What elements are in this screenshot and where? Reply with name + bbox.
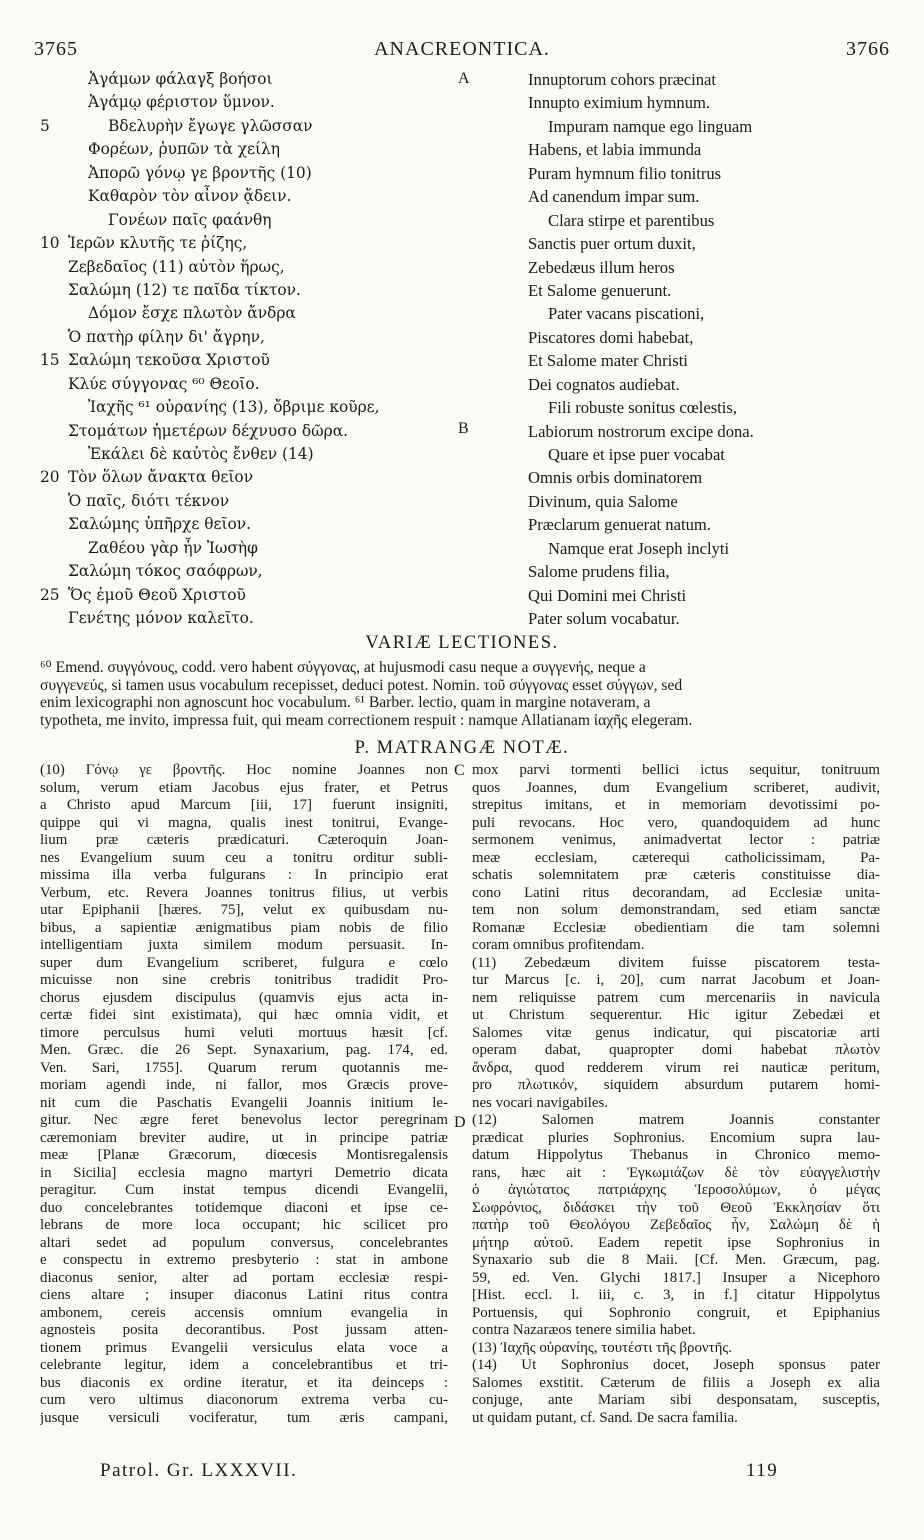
greek-verse-line [40, 513, 460, 536]
latin-verse-line [528, 537, 888, 560]
notes-right-column [472, 762, 880, 1427]
note-text-line: nes vocari navigabiles. [472, 1094, 609, 1111]
variant-reading-line: enim lexicographi non agnoscunt hoc vocabulum. ⁶¹ Barber. lectio, quam in margine notaveram, a [40, 694, 651, 712]
greek-verse-text: Ζαθέου γὰρ ἦν Ἰωσὴφ [88, 538, 258, 557]
note-text-line: nes Evangelium suum ceu a tonitru orditur subli- [40, 849, 448, 866]
note-text-line: meæ [Planæ Græcorum, diœcesis Montisregalensis [40, 1147, 448, 1163]
greek-text-column [40, 68, 460, 631]
greek-verse-text: Καθαρὸν τὸν αἶνον ᾄδειν. [88, 187, 292, 206]
page-header [34, 38, 890, 62]
note-text-line: intelligentiam juxta similem modum persuasit. In- [40, 937, 448, 953]
note-text-line: jusque versiculi vociferatur, tum æris campani, [40, 1409, 448, 1426]
greek-verse-text: Κλύε σύγγονας ⁶⁰ Θεοῖο. [68, 374, 260, 393]
margin-letter-c: C [454, 762, 465, 779]
latin-verse-line [528, 373, 888, 396]
variant-reading-line: συγγενεύς, si tamen usus vocabulum recepisset, deduci potest. Nomin. τοῦ σύγγονας esset σύγγων, sed [40, 676, 683, 694]
latin-verse-text: Quare et ipse puer vocabat [548, 445, 725, 464]
greek-verse-line [40, 396, 460, 419]
column-number-left: 3765 [34, 38, 78, 60]
note-text-line: timore perculsus humi veluti mortuus hæsit [cf. [40, 1024, 448, 1041]
note-text-line: Verbum, etc. Revera Joannes tonitrus filius, ut verbis [40, 884, 448, 901]
note-text-line: diaconus senior, alter ad portam ecclesiæ respi- [40, 1269, 448, 1286]
note-text-line: celebrante legitur, idem a concelebrantibus et tri- [40, 1357, 448, 1373]
latin-verse-line [528, 279, 888, 302]
latin-verse-text: Zebedæus illum heros [528, 257, 675, 277]
latin-verse-line [528, 302, 888, 325]
note-text-line: tem non solum demonstrandam, sed etiam sanctæ [472, 902, 880, 918]
note-text-line: puli revocans. Hoc vero, quandoquidem ad hunc [472, 814, 880, 831]
note-text-line: a Christo apud Marcum [iii, 17] fuerunt insigniti, [40, 797, 448, 813]
greek-verse-text: Σαλώμη τόκος σαόφρων, [68, 562, 263, 581]
greek-verse-line [40, 91, 460, 114]
variae-lectiones-heading: VARIÆ LECTIONES. [365, 633, 559, 653]
verse-number: 5 [40, 116, 50, 135]
greek-verse-line [40, 490, 460, 513]
greek-verse-line [40, 232, 460, 255]
note-text-line: schatis solemnitatem præ cæteris constituisse dia- [472, 867, 880, 883]
note-text-line: quippe qui vi magna, qualis inest tonitrui, Evange- [40, 814, 448, 831]
latin-verse-line [528, 490, 888, 513]
latin-verse-text: Pater solum vocabatur. [528, 609, 680, 629]
greek-verse-text: Ἰαχῆς ⁶¹ οὐρανίης (13), ὄβριμε κοῦρε, [88, 398, 380, 417]
note-text-line: bus diaconis ex ordine iteratur, et ita deinceps : [40, 1374, 448, 1391]
greek-verse-line [40, 256, 460, 279]
greek-verse-text: Βδελυρὴν ἔγωγε γλῶσσαν [108, 116, 313, 135]
greek-verse-line [40, 443, 460, 466]
greek-verse-text: Σαλώμη (12) τε παῖδα τίκτον. [68, 280, 301, 299]
note-text-line: conjuge, ante Mariam sibi desponsatam, susceptis, [472, 1392, 880, 1408]
note-text-line: Salomes exstitit. Cæterum de filiis a Joseph ex alia [472, 1374, 880, 1391]
latin-verse-line [528, 232, 888, 255]
note-text-line: (13) Ἰαχῆς οὐρανίης, τουτέστι τῆς βροντῆς. [472, 1339, 733, 1356]
note-text-line: prædicat pluries Sophronius. Encomium supra lau- [472, 1129, 880, 1146]
latin-verse-line [528, 256, 888, 279]
latin-verse-text: Præclarum genuerat natum. [528, 515, 711, 535]
latin-verse-text: Ad canendum impar sum. [528, 187, 700, 207]
latin-verse-text: Habens, et labia immunda [528, 140, 702, 160]
latin-verse-text: Impuram namque ego linguam [548, 116, 753, 136]
greek-verse-text: Ὁ παῖς, διότι τέκνον [68, 491, 230, 510]
greek-verse-line [40, 537, 460, 560]
latin-verse-text: Innupto eximium hymnum. [528, 93, 711, 113]
greek-verse-line [40, 349, 460, 372]
note-text-line: coram omnibus profitendam. [472, 937, 645, 953]
note-text-line: micuisse non sine crebris tonitribus tradidit Pro- [40, 972, 448, 988]
greek-verse-text: Τὸν ὅλων ἄνακτα θεῖον [68, 468, 254, 487]
latin-verse-text: Divinum, quia Salome [528, 491, 678, 511]
greek-verse-line [40, 560, 460, 583]
greek-verse-line [40, 185, 460, 208]
note-text-line: ambonem, cereis accensis omnium evangelia in [40, 1304, 448, 1321]
margin-letter-a: A [458, 70, 470, 87]
latin-verse-text: Fili robuste sonitus cœlestis, [548, 398, 737, 418]
verse-number: 20 [40, 468, 60, 487]
note-text-line: chorus ejusdem discipulus (quamvis ejus acta in- [40, 989, 448, 1006]
latin-verse-text: Sanctis puer ortum duxit, [528, 234, 696, 254]
note-text-line: 59, ed. Ven. Glychi 1817.] Insuper a Nicephoro [472, 1269, 880, 1286]
note-text-line: strepitus imitans, et in memoriam devotissimi po- [472, 797, 880, 813]
latin-verse-text: Innuptorum cohors præcinat [528, 70, 717, 89]
note-text-line: tur Marcus [c. i, 20], cum narrat Jacobum et Joan- [472, 972, 880, 988]
latin-verse-line [528, 466, 888, 489]
notes-heading: P. MATRANGÆ NOTÆ. [354, 738, 570, 758]
note-text-line: πατὴρ τοῦ Θεολόγου Ζεβεδαῖος ἦν, Σαλώμη δὲ ἡ [472, 1217, 880, 1233]
latin-verse-text: Piscatores domi habebat, [528, 327, 694, 347]
variant-reading-line: ⁶⁰ Emend. συγγόνους, codd. vero habent σύγγονας, at hujusmodi casu neque a συγγενής, neque a [40, 659, 646, 676]
latin-verse-line [528, 584, 888, 607]
latin-verse-text: Clara stirpe et parentibus [548, 210, 715, 230]
greek-verse-line [40, 138, 460, 161]
greek-verse-line [40, 466, 460, 489]
note-text-line: sermonem venimus, animadvertat lector : patriæ [472, 832, 880, 848]
greek-verse-line [40, 162, 460, 185]
note-text-line: duo concelebrantes totidemque diaconi et ipse ce- [40, 1199, 448, 1216]
verse-number: 15 [40, 351, 60, 370]
greek-verse-text: Ἀγάμων φάλαγξ βοήσοι [88, 70, 273, 88]
latin-verse-line [528, 396, 888, 419]
latin-verse-line [528, 560, 888, 583]
latin-verse-line [528, 209, 888, 232]
latin-verse-text: Salome prudens filia, [528, 562, 670, 582]
note-text-line: in Sicilia] ecclesia magno martyri Demetrio dicata [40, 1164, 448, 1181]
greek-verse-text: Ὅς ἐμοῦ Θεοῦ Χριστοῦ [68, 585, 246, 604]
note-text-line: nit cum die Paschatis Evangelii Joannis initium le- [40, 1094, 448, 1111]
greek-verse-line [40, 420, 460, 443]
note-text-line: (11) Zebedæum divitem fuisse piscatorem testa- [472, 954, 880, 971]
note-text-line: meæ ecclesiam, cæterequi catholicissimam, Pa- [472, 849, 880, 866]
note-text-line: ὁ ἁγιώτατος πατριάρχης Ἱεροσολύμων, ὁ μέγας [472, 1182, 880, 1198]
verse-number: 10 [40, 234, 60, 253]
latin-verse-text: Dei cognatos audiebat. [528, 374, 680, 394]
greek-verse-line [40, 68, 460, 91]
note-text-line: cono Latini ritus decorandam, ad Ecclesiæ unita- [472, 884, 880, 901]
greek-verse-line [40, 607, 460, 630]
note-text-line: (10) Γόνῳ γε βροντῆς. Hoc nomine Joannes non [40, 762, 448, 778]
latin-verse-line [528, 185, 888, 208]
latin-translation-column [528, 68, 888, 631]
latin-verse-line [528, 162, 888, 185]
note-text-line: cum vero ultimus diaconorum extrema verba cu- [40, 1392, 448, 1408]
greek-verse-line [40, 326, 460, 349]
greek-verse-text: Ἱερῶν κλυτῆς τε ῥίζης, [68, 234, 248, 253]
latin-verse-line [528, 326, 888, 349]
latin-verse-text: Qui Domini mei Christi [528, 585, 687, 605]
note-text-line: lebrans de more loca occupant; hic scilicet pro [40, 1217, 448, 1233]
note-text-line: ut quidam putant, cf. Sand. De sacra familia. [472, 1409, 738, 1426]
note-text-line: Σωφρόνιος, διδάσκει τὴν τοῦ Θεοῦ Ἐκκλησίαν ὅτι [472, 1199, 880, 1216]
latin-verse-line [528, 420, 888, 443]
running-title: ANACREONTICA. [374, 38, 550, 60]
note-text-line: pro πλωτικόν, siquidem absurdum putarem homi- [472, 1077, 880, 1093]
margin-letter-d: D [454, 1114, 466, 1131]
note-text-line: operam dabat, quapropter domi habebat πλωτὸν [472, 1042, 880, 1058]
note-text-line: Ven. Sari, 1755]. Quarum rerum quotannis me- [40, 1059, 448, 1076]
latin-verse-line [528, 115, 888, 138]
note-text-line: mox parvi tormenti bellici ictus sequitur, tonitruum [472, 762, 880, 778]
greek-verse-line [40, 279, 460, 302]
note-text-line: ciens altare ; insuper diaconus Latini ritus contra [40, 1287, 448, 1303]
greek-verse-line [40, 302, 460, 325]
note-text-line: rans, hæc ait : Ἐγκωμιάζων δὲ τὸν εὐαγγελιστὴν [472, 1164, 880, 1181]
latin-verse-text: Et Salome mater Christi [528, 351, 688, 371]
notes-section [40, 762, 890, 1470]
note-text-line: cæremoniam breviter audire, ut in principe patriæ [40, 1129, 448, 1146]
note-text-line: [Hist. eccl. l. iii, c. 3, in f.] citatur Hippolytus [472, 1287, 880, 1303]
greek-verse-text: Στομάτων ἡμετέρων δέχνυσο δῶρα. [68, 421, 348, 440]
latin-verse-line [528, 91, 888, 114]
margin-letter-b: B [458, 420, 469, 437]
note-text-line: altari sedet ad populum conversus, concelebrantes [40, 1234, 448, 1251]
latin-verse-line [528, 349, 888, 372]
latin-verse-line [528, 607, 888, 630]
latin-verse-line [528, 443, 888, 466]
greek-verse-line [40, 209, 460, 232]
latin-verse-line [528, 513, 888, 536]
greek-verse-text: Ἀγάμῳ φέριστον ὕμνον. [88, 93, 275, 112]
note-text-line: certæ fidei sint existimata), qui hæc omnia vidit, et [40, 1007, 448, 1023]
greek-verse-line [40, 584, 460, 607]
greek-verse-line [40, 115, 460, 138]
note-text-line: missima illa verba fulgurans : In principio erat [40, 867, 448, 883]
variant-reading-line: typotheta, me invito, impressa fuit, qui meam correctionem respuit : namque Allatianam ἰαχῆς elegeram. [40, 711, 693, 729]
note-text-line: solum, verum etiam Jacobus ejus frater, et Petrus [40, 779, 448, 796]
greek-verse-text: Φορέων, ῥυπῶν τὰ χείλη [88, 140, 281, 159]
latin-verse-text: Labiorum nostrorum excipe dona. [528, 421, 754, 441]
signature-number: 119 [746, 1460, 779, 1481]
note-text-line: nem reliquisse patrem cum mercenariis in navicula [472, 989, 880, 1006]
note-text-line: Portuensis, qui Sophronio congruit, et Epiphanius [472, 1304, 880, 1321]
verse-number: 25 [40, 585, 60, 604]
note-text-line: tionem primus Evangelii versiculus elata voce a [40, 1339, 448, 1356]
notes-left-column [40, 762, 448, 1427]
note-text-line: (12) Salomen matrem Joannis constanter [472, 1112, 880, 1128]
latin-verse-line [528, 68, 888, 91]
greek-verse-text: Σαλώμης ὑπῆρχε θεῖον. [68, 515, 252, 534]
note-text-line: Salomes vitæ genus indicatur, qui piscatoriæ arti [472, 1024, 880, 1041]
note-text-line: quos Joannes, dum Evangelium scriberet, audivit, [472, 779, 880, 796]
poem-section [40, 68, 880, 634]
note-text-line: Synaxario sub die 8 Maii. [Cf. Men. Græcum, pag. [472, 1252, 880, 1268]
note-text-line: contra Nazaræos tenere similia habet. [472, 1322, 696, 1338]
greek-verse-line [40, 373, 460, 396]
note-text-line: moriam agendi inde, ni fallor, mos Græcis prove- [40, 1077, 448, 1093]
note-text-line: ut Christum sequerentur. Hic igitur Zebedæi et [472, 1007, 880, 1023]
greek-verse-text: Σαλώμη τεκοῦσα Χριστοῦ [68, 351, 270, 370]
note-text-line: bibus, a sapientiæ ænigmatibus piam nobis de filio [40, 919, 448, 936]
note-text-line: agnosteis posita decorantibus. Post jussam atten- [40, 1322, 448, 1338]
greek-verse-text: Ζεβεδαῖος (11) αὐτὸν ἥρως, [68, 257, 285, 276]
greek-verse-text: Δόμον ἔσχε πλωτὸν ἄνδρα [88, 304, 296, 323]
note-text-line: ἄνδρα, quod redderem virum rei nauticæ peritum, [472, 1059, 880, 1076]
latin-verse-text: Puram hymnum filio tonitrus [528, 163, 722, 183]
note-text-line: datum Hippolytus Thebanus in Chronico memo- [472, 1147, 880, 1163]
note-text-line: peragitur. Cum instat tempus dicendi Evangelii, [40, 1182, 448, 1198]
note-text-line: Romanæ Ecclesiæ obedientiam die tam solemni [472, 919, 880, 936]
latin-verse-text: Omnis orbis dominatorem [528, 468, 703, 488]
series-volume-label: Patrol. Gr. LXXXVII. [100, 1460, 298, 1481]
greek-verse-text: Ὁ πατὴρ φίλην δι' ἄγρην, [68, 327, 265, 346]
greek-verse-text: Γονέων παῖς φαάνθη [108, 210, 272, 229]
note-text-line: super dum Evangelium scriberet, fulgura e cœlo [40, 954, 448, 971]
note-text-line: (14) Ut Sophronius docet, Joseph sponsus pater [472, 1357, 880, 1373]
page-footer [40, 1460, 890, 1486]
note-text-line: e conspectu in extremo presbyterio : stat in ambone [40, 1252, 448, 1268]
variae-lectiones-block [40, 659, 890, 729]
note-text-line: gitur. Nec ægre feret benevolus lector peregrinam [40, 1112, 448, 1128]
greek-verse-text: Ἐκάλει δὲ καὐτὸς ἔνθεν (14) [88, 445, 314, 463]
note-text-line: Men. Græc. die 26 Sept. Synaxarium, pag. 174, ed. [40, 1042, 448, 1058]
greek-verse-text: Γενέτης μόνον καλεῖτο. [68, 609, 254, 628]
greek-verse-text: Ἀπορῶ γόνῳ γε βροντῆς (10) [88, 163, 312, 182]
latin-verse-text: Et Salome genuerunt. [528, 280, 672, 300]
latin-verse-text: Namque erat Joseph inclyti [548, 538, 730, 558]
column-number-right: 3766 [846, 38, 890, 60]
latin-verse-line [528, 138, 888, 161]
note-text-line: lium præ cæteris prædicaturi. Cæteroquin Joan- [40, 832, 448, 848]
note-text-line: utar Epiphanii [hæres. 75], velut ex quibusdam nu- [40, 902, 448, 918]
latin-verse-text: Pater vacans piscationi, [548, 304, 705, 324]
note-text-line: μήτηρ αὐτοῦ. Eadem repetit ipse Sophronius in [472, 1234, 880, 1251]
